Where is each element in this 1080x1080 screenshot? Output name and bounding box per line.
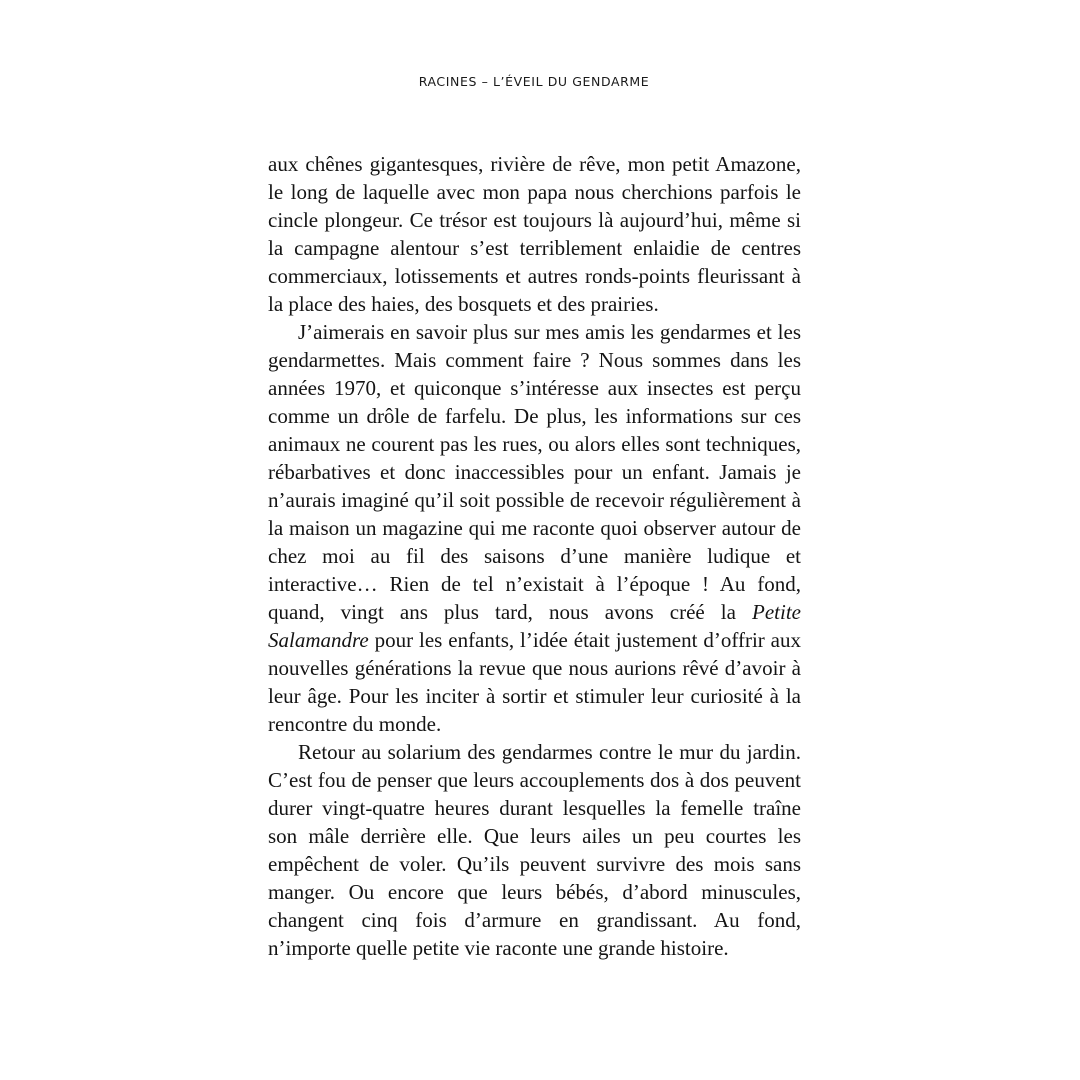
magazine-title-emphasis: Petite Salamandre	[268, 600, 801, 652]
paragraph-2-text-before: J’aimerais en savoir plus sur mes amis les gendarmes et les gendarmettes. Mais comment faire ? Nous sommes dans les années 1970, et quiconque s’intéresse aux insectes est perçu comme un drôle de farfelu. De plus, les informations sur ces animaux ne courent pas les rues, ou alors elles sont techniques, rébarbatives et donc inaccessibles pour un enfant. Jamais je n’aurais imaginé qu’il soit possible de recevoir régulièrement à la maison un magazine qui me raconte quoi observer autour de chez moi au fil des saisons d’une manière ludique et interactive… Rien de tel n’existait à l’époque ! Au fond, quand, vingt ans plus tard, nous avons créé la	[268, 320, 801, 624]
paragraph-2	[268, 318, 801, 738]
running-header-title: RACINES – L’ÉVEIL DU GENDARME	[418, 74, 650, 89]
body-text	[268, 150, 801, 962]
paragraph-2-text-after: pour les enfants, l’idée était justement d’offrir aux nouvelles générations la revue que nous aurions rêvé d’avoir à leur âge. Pour les inciter à sortir et stimuler leur curiosité à la rencontre du monde.	[268, 628, 801, 736]
paragraph-1: aux chênes gigantesques, rivière de rêve, mon petit Amazone, le long de laquelle avec mon papa nous cherchions parfois le cincle plongeur. Ce trésor est toujours là aujourd’hui, même si la campagne alentour s’est terriblement enlaidie de centres commerciaux, lotissements et autres ronds-points fleurissant à la place des haies, des bosquets et des prairies.	[268, 152, 801, 316]
paragraph-3: Retour au solarium des gendarmes contre le mur du jardin. C’est fou de penser que leurs accouplements dos à dos peuvent durer vingt-quatre heures durant lesquelles la femelle traîne son mâle derrière elle. Que leurs ailes un peu courtes les empêchent de voler. Qu’ils peuvent survivre des mois sans manger. Ou encore que leurs bébés, d’abord minuscules, changent cinq fois d’armure en grandissant. Au fond, n’importe quelle petite vie raconte une grande histoire.	[268, 740, 801, 960]
